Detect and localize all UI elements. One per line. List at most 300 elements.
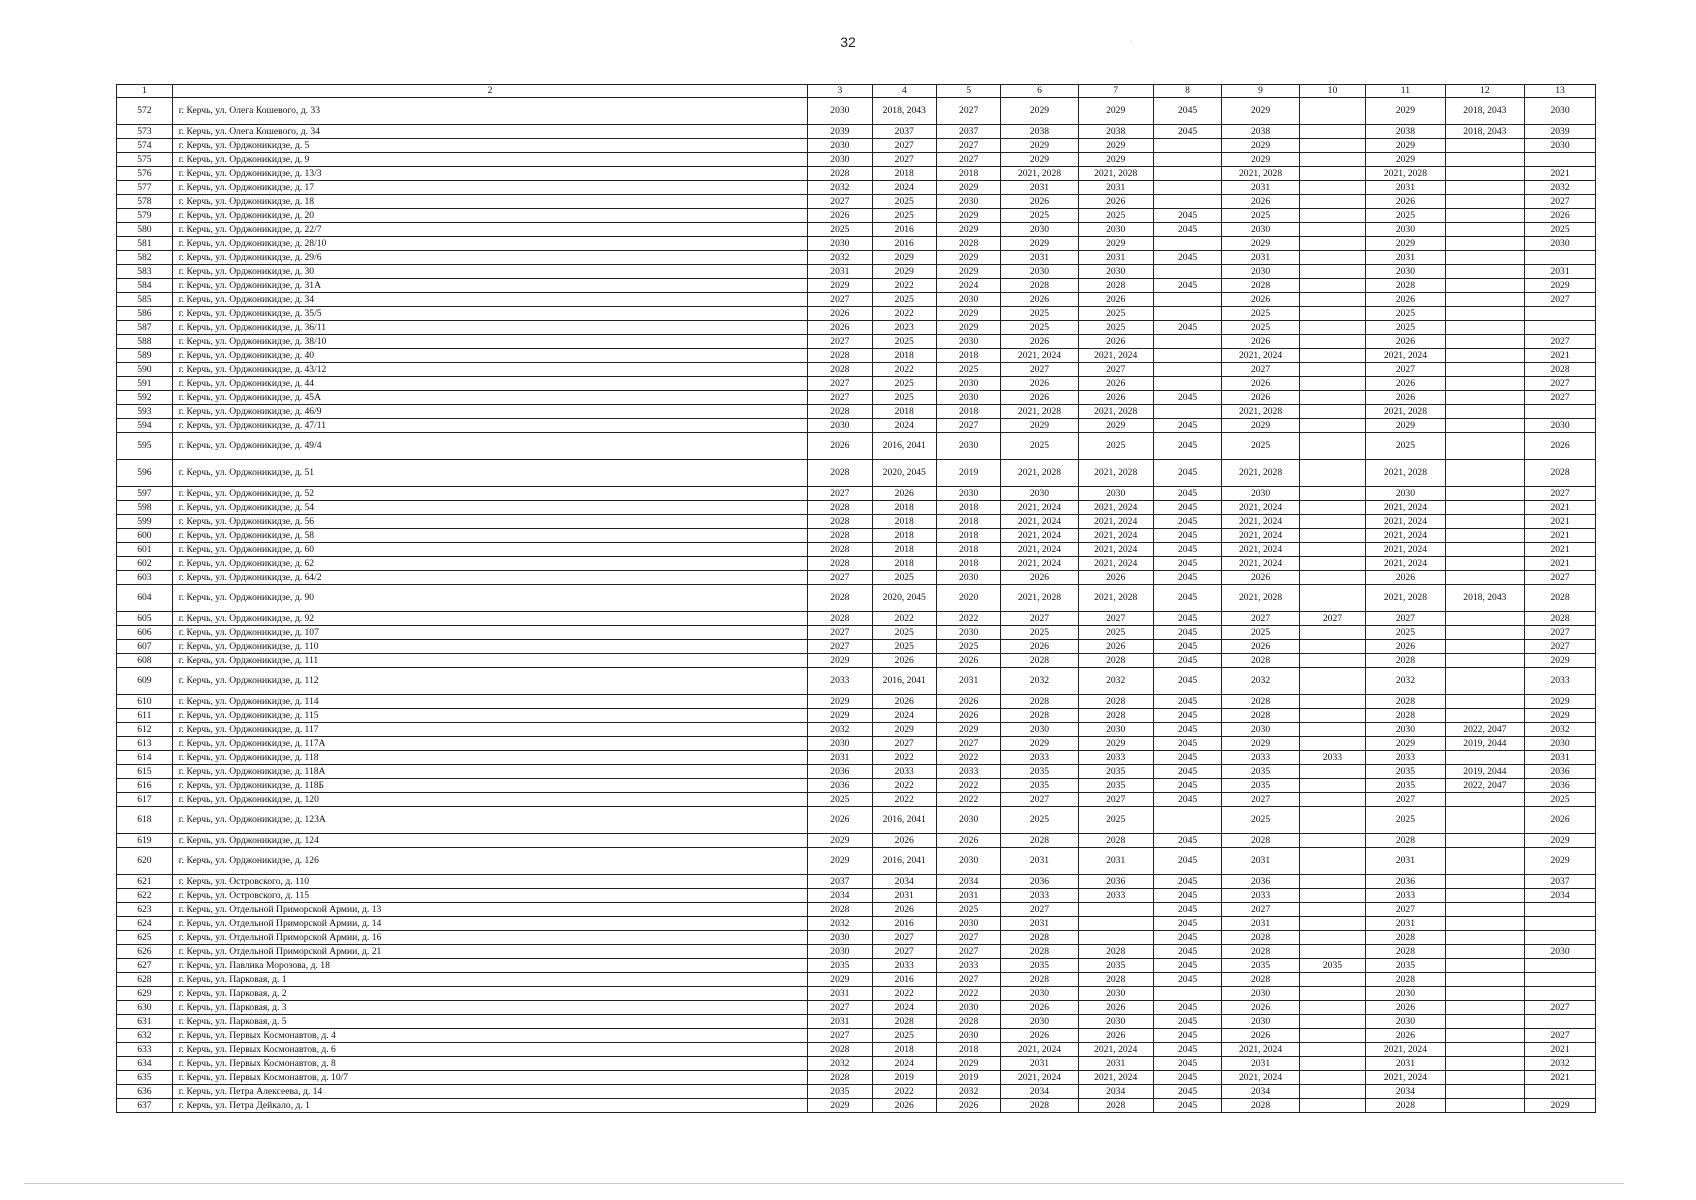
- year-cell: 2033: [1366, 751, 1445, 765]
- year-cell: 2026: [872, 1099, 936, 1113]
- year-cell: 2026: [1222, 377, 1299, 391]
- year-cell: [1299, 903, 1366, 917]
- row-number-cell: 590: [117, 363, 173, 377]
- year-cell: 2034: [808, 889, 872, 903]
- year-cell: 2027: [872, 931, 936, 945]
- row-number-cell: 614: [117, 751, 173, 765]
- year-cell: 2045: [1153, 709, 1222, 723]
- year-cell: 2045: [1153, 695, 1222, 709]
- year-cell: 2031: [1366, 917, 1445, 931]
- year-cell: 2025: [1001, 433, 1078, 460]
- year-cell: 2027: [936, 98, 1000, 125]
- year-cell: 2045: [1153, 279, 1222, 293]
- year-cell: 2033: [872, 959, 936, 973]
- table-row: [117, 695, 1596, 709]
- year-cell: [1299, 848, 1366, 875]
- year-cell: [1153, 265, 1222, 279]
- year-cell: [1445, 153, 1524, 167]
- year-cell: 2028: [1001, 973, 1078, 987]
- year-cell: 2025: [936, 363, 1000, 377]
- year-cell: 2019, 2044: [1445, 737, 1524, 751]
- year-cell: 2030: [808, 139, 872, 153]
- year-cell: 2045: [1153, 501, 1222, 515]
- year-cell: 2028: [1078, 279, 1153, 293]
- year-cell: 2018: [936, 529, 1000, 543]
- year-cell: 2028: [808, 903, 872, 917]
- year-cell: 2024: [872, 1057, 936, 1071]
- year-cell: 2029: [1001, 737, 1078, 751]
- year-cell: 2034: [936, 875, 1000, 889]
- year-cell: 2032: [808, 723, 872, 737]
- year-cell: 2023: [872, 321, 936, 335]
- year-cell: [1299, 167, 1366, 181]
- year-cell: [1299, 875, 1366, 889]
- year-cell: 2032: [1001, 668, 1078, 695]
- year-cell: [1445, 751, 1524, 765]
- address-cell: г. Керчь, ул. Орджоникидзе, д. 126: [172, 848, 807, 875]
- year-cell: [1445, 405, 1524, 419]
- year-cell: 2045: [1153, 1043, 1222, 1057]
- year-cell: 2028: [1001, 834, 1078, 848]
- year-cell: [1299, 209, 1366, 223]
- year-cell: 2033: [1525, 668, 1596, 695]
- table-row: [117, 668, 1596, 695]
- row-number-cell: 613: [117, 737, 173, 751]
- year-cell: 2027: [872, 139, 936, 153]
- year-cell: 2035: [1078, 765, 1153, 779]
- year-cell: 2018, 2043: [1445, 585, 1524, 612]
- year-cell: 2021, 2028: [1222, 460, 1299, 487]
- address-cell: г. Керчь, ул. Олега Кошевого, д. 34: [172, 125, 807, 139]
- year-cell: 2026: [1366, 335, 1445, 349]
- year-cell: 2029: [1078, 98, 1153, 125]
- year-cell: [1299, 391, 1366, 405]
- year-cell: 2030: [808, 737, 872, 751]
- year-cell: [1445, 959, 1524, 973]
- year-cell: 2045: [1153, 529, 1222, 543]
- address-cell: г. Керчь, ул. Орджоникидзе, д. 110: [172, 640, 807, 654]
- year-cell: 2029: [936, 265, 1000, 279]
- year-cell: [1299, 668, 1366, 695]
- year-cell: 2028: [1525, 585, 1596, 612]
- year-cell: 2045: [1153, 765, 1222, 779]
- year-cell: 2026: [1001, 1001, 1078, 1015]
- year-cell: 2025: [1001, 807, 1078, 834]
- row-number-cell: 611: [117, 709, 173, 723]
- year-cell: 2022: [936, 751, 1000, 765]
- year-cell: 2018: [936, 515, 1000, 529]
- table-row: [117, 195, 1596, 209]
- year-cell: 2027: [1222, 793, 1299, 807]
- table-row: [117, 543, 1596, 557]
- year-cell: [1153, 181, 1222, 195]
- year-cell: 2025: [872, 626, 936, 640]
- year-cell: 2026: [936, 834, 1000, 848]
- year-cell: 2025: [872, 209, 936, 223]
- year-cell: [1299, 889, 1366, 903]
- year-cell: 2029: [936, 723, 1000, 737]
- year-cell: 2027: [1078, 363, 1153, 377]
- address-cell: г. Керчь, ул. Петра Дейкало, д. 1: [172, 1099, 807, 1113]
- row-number-cell: 576: [117, 167, 173, 181]
- year-cell: 2034: [1078, 1085, 1153, 1099]
- year-cell: 2045: [1153, 917, 1222, 931]
- year-cell: 2025: [1078, 626, 1153, 640]
- table-row: [117, 1057, 1596, 1071]
- year-cell: 2030: [1366, 987, 1445, 1001]
- year-cell: 2028: [1366, 931, 1445, 945]
- year-cell: 2021, 2024: [1001, 1071, 1078, 1085]
- year-cell: 2025: [1366, 321, 1445, 335]
- year-cell: 2029: [1222, 737, 1299, 751]
- year-cell: 2021, 2028: [1001, 167, 1078, 181]
- year-cell: 2027: [1366, 363, 1445, 377]
- year-cell: 2031: [808, 987, 872, 1001]
- year-cell: 2031: [1001, 848, 1078, 875]
- year-cell: 2027: [1222, 903, 1299, 917]
- year-cell: 2035: [1299, 959, 1366, 973]
- year-cell: 2025: [872, 293, 936, 307]
- year-cell: [1299, 543, 1366, 557]
- year-cell: 2028: [1001, 695, 1078, 709]
- year-cell: 2045: [1153, 98, 1222, 125]
- year-cell: 2038: [1366, 125, 1445, 139]
- year-cell: 2034: [1525, 889, 1596, 903]
- year-cell: 2026: [1001, 377, 1078, 391]
- year-cell: [1445, 571, 1524, 585]
- year-cell: [1445, 501, 1524, 515]
- year-cell: 2026: [1366, 195, 1445, 209]
- year-cell: [1299, 195, 1366, 209]
- year-cell: 2029: [808, 695, 872, 709]
- table-row: [117, 848, 1596, 875]
- year-cell: 2030: [1001, 223, 1078, 237]
- year-cell: 2022: [936, 987, 1000, 1001]
- year-cell: 2026: [1078, 571, 1153, 585]
- year-cell: 2029: [1001, 237, 1078, 251]
- year-cell: 2045: [1153, 973, 1222, 987]
- table-row: [117, 793, 1596, 807]
- address-cell: г. Керчь, ул. Отдельной Приморской Армии, д. 13: [172, 903, 807, 917]
- year-cell: 2028: [872, 1015, 936, 1029]
- row-number-cell: 596: [117, 460, 173, 487]
- year-cell: 2029: [1222, 237, 1299, 251]
- year-cell: [1299, 779, 1366, 793]
- year-cell: 2045: [1153, 875, 1222, 889]
- year-cell: 2029: [808, 834, 872, 848]
- year-cell: [1445, 237, 1524, 251]
- year-cell: 2021, 2024: [1078, 529, 1153, 543]
- table-row: [117, 391, 1596, 405]
- year-cell: [1445, 695, 1524, 709]
- year-cell: 2028: [1078, 654, 1153, 668]
- column-number-header: 5: [936, 85, 1000, 98]
- year-cell: 2018: [872, 405, 936, 419]
- address-cell: г. Керчь, ул. Орджоникидзе, д. 22/7: [172, 223, 807, 237]
- year-cell: 2027: [1078, 793, 1153, 807]
- year-cell: 2029: [936, 209, 1000, 223]
- year-cell: 2026: [872, 834, 936, 848]
- year-cell: 2028: [1222, 931, 1299, 945]
- year-cell: [1445, 460, 1524, 487]
- year-cell: 2027: [1525, 195, 1596, 209]
- year-cell: 2026: [1078, 391, 1153, 405]
- year-cell: 2045: [1153, 654, 1222, 668]
- year-cell: 2031: [1078, 251, 1153, 265]
- year-cell: 2026: [1366, 571, 1445, 585]
- year-cell: 2028: [1366, 1099, 1445, 1113]
- year-cell: 2038: [1001, 125, 1078, 139]
- year-cell: 2019: [936, 1071, 1000, 1085]
- year-cell: [1445, 668, 1524, 695]
- year-cell: 2028: [1366, 279, 1445, 293]
- year-cell: 2022: [872, 987, 936, 1001]
- year-cell: 2045: [1153, 557, 1222, 571]
- address-cell: г. Керчь, ул. Орджоникидзе, д. 107: [172, 626, 807, 640]
- year-cell: 2029: [1222, 98, 1299, 125]
- year-cell: 2021, 2024: [1222, 501, 1299, 515]
- year-cell: 2032: [808, 251, 872, 265]
- year-cell: 2021, 2024: [1001, 515, 1078, 529]
- year-cell: 2045: [1153, 1085, 1222, 1099]
- year-cell: 2030: [1366, 1015, 1445, 1029]
- year-cell: 2045: [1153, 543, 1222, 557]
- year-cell: 2045: [1153, 515, 1222, 529]
- row-number-cell: 593: [117, 405, 173, 419]
- year-cell: [1299, 515, 1366, 529]
- year-cell: [1153, 335, 1222, 349]
- year-cell: 2034: [1222, 1085, 1299, 1099]
- year-cell: [1445, 377, 1524, 391]
- year-cell: 2027: [808, 293, 872, 307]
- year-cell: [1299, 917, 1366, 931]
- year-cell: 2031: [1366, 1057, 1445, 1071]
- year-cell: [1525, 1085, 1596, 1099]
- year-cell: 2018: [872, 501, 936, 515]
- year-cell: 2026: [1001, 335, 1078, 349]
- year-cell: 2034: [1001, 1085, 1078, 1099]
- year-cell: 2021, 2024: [1001, 349, 1078, 363]
- row-number-cell: 637: [117, 1099, 173, 1113]
- year-cell: [1445, 889, 1524, 903]
- year-cell: 2026: [1366, 1029, 1445, 1043]
- table-row: [117, 640, 1596, 654]
- year-cell: [1525, 987, 1596, 1001]
- year-cell: 2027: [1525, 640, 1596, 654]
- address-cell: г. Керчь, ул. Орджоникидзе, д. 114: [172, 695, 807, 709]
- year-cell: 2020: [936, 585, 1000, 612]
- year-cell: 2029: [1078, 237, 1153, 251]
- year-cell: 2045: [1153, 223, 1222, 237]
- year-cell: [1299, 1001, 1366, 1015]
- year-cell: 2026: [1525, 209, 1596, 223]
- address-cell: г. Керчь, ул. Отдельной Приморской Армии, д. 21: [172, 945, 807, 959]
- year-cell: [1299, 125, 1366, 139]
- year-cell: 2026: [1366, 1001, 1445, 1015]
- year-cell: 2029: [872, 251, 936, 265]
- year-cell: [1445, 654, 1524, 668]
- year-cell: [1299, 640, 1366, 654]
- year-cell: [1078, 917, 1153, 931]
- address-cell: г. Керчь, ул. Орджоникидзе, д. 51: [172, 460, 807, 487]
- year-cell: 2027: [1299, 612, 1366, 626]
- year-cell: 2029: [936, 223, 1000, 237]
- year-cell: 2039: [808, 125, 872, 139]
- year-cell: 2025: [1078, 321, 1153, 335]
- year-cell: 2036: [1001, 875, 1078, 889]
- address-cell: г. Керчь, ул. Павлика Морозова, д. 18: [172, 959, 807, 973]
- year-cell: 2045: [1153, 1057, 1222, 1071]
- year-cell: 2027: [1222, 612, 1299, 626]
- year-cell: 2031: [1525, 265, 1596, 279]
- year-cell: 2026: [1222, 195, 1299, 209]
- year-cell: 2027: [936, 153, 1000, 167]
- year-cell: 2025: [872, 195, 936, 209]
- year-cell: 2029: [1078, 737, 1153, 751]
- year-cell: [1445, 167, 1524, 181]
- year-cell: 2029: [936, 1057, 1000, 1071]
- year-cell: 2025: [936, 640, 1000, 654]
- address-cell: г. Керчь, ул. Орджоникидзе, д. 30: [172, 265, 807, 279]
- year-cell: 2026: [872, 695, 936, 709]
- year-cell: 2022: [872, 279, 936, 293]
- year-cell: 2036: [1366, 875, 1445, 889]
- year-cell: 2030: [936, 848, 1000, 875]
- row-number-cell: 634: [117, 1057, 173, 1071]
- year-cell: 2024: [872, 181, 936, 195]
- year-cell: 2026: [936, 1099, 1000, 1113]
- table-row: [117, 987, 1596, 1001]
- address-cell: г. Керчь, ул. Орджоникидзе, д. 62: [172, 557, 807, 571]
- year-cell: [1153, 195, 1222, 209]
- year-cell: [1299, 237, 1366, 251]
- table-row: [117, 419, 1596, 433]
- year-cell: 2028: [936, 237, 1000, 251]
- year-cell: 2028: [1001, 279, 1078, 293]
- year-cell: 2026: [1525, 807, 1596, 834]
- year-cell: 2045: [1153, 251, 1222, 265]
- year-cell: [1525, 153, 1596, 167]
- year-cell: 2021, 2024: [1001, 1043, 1078, 1057]
- year-cell: 2033: [936, 765, 1000, 779]
- table-row: [117, 557, 1596, 571]
- table-row: [117, 917, 1596, 931]
- year-cell: 2021, 2024: [1366, 529, 1445, 543]
- year-cell: [1299, 419, 1366, 433]
- column-number-header: 10: [1299, 85, 1366, 98]
- year-cell: 2021, 2028: [1222, 167, 1299, 181]
- year-cell: 2026: [1078, 335, 1153, 349]
- table-row: [117, 1029, 1596, 1043]
- address-cell: г. Керчь, ул. Орджоникидзе, д. 124: [172, 834, 807, 848]
- address-cell: г. Керчь, ул. Островского, д. 115: [172, 889, 807, 903]
- year-cell: 2033: [1366, 889, 1445, 903]
- year-cell: 2027: [1222, 363, 1299, 377]
- column-number-row: [117, 85, 1596, 98]
- year-cell: 2031: [1001, 1057, 1078, 1071]
- year-cell: [1299, 793, 1366, 807]
- year-cell: 2045: [1153, 391, 1222, 405]
- year-cell: [1299, 1071, 1366, 1085]
- year-cell: 2026: [808, 321, 872, 335]
- year-cell: 2021: [1525, 557, 1596, 571]
- year-cell: 2028: [808, 405, 872, 419]
- year-cell: 2031: [1525, 751, 1596, 765]
- year-cell: [1299, 460, 1366, 487]
- year-cell: 2029: [808, 973, 872, 987]
- address-cell: г. Керчь, ул. Орджоникидзе, д. 36/11: [172, 321, 807, 335]
- year-cell: 2021, 2024: [1078, 543, 1153, 557]
- row-number-cell: 618: [117, 807, 173, 834]
- year-cell: 2027: [872, 153, 936, 167]
- year-cell: [1445, 195, 1524, 209]
- year-cell: 2021: [1525, 349, 1596, 363]
- year-cell: [1445, 626, 1524, 640]
- year-cell: 2027: [808, 195, 872, 209]
- year-cell: 2018: [872, 167, 936, 181]
- table-row: [117, 654, 1596, 668]
- year-cell: 2027: [936, 973, 1000, 987]
- year-cell: 2021, 2028: [1001, 585, 1078, 612]
- table-row: [117, 931, 1596, 945]
- address-cell: г. Керчь, ул. Орджоникидзе, д. 28/10: [172, 237, 807, 251]
- year-cell: 2033: [808, 668, 872, 695]
- year-cell: 2028: [1078, 945, 1153, 959]
- year-cell: 2036: [1525, 765, 1596, 779]
- address-cell: г. Керчь, ул. Орджоникидзе, д. 34: [172, 293, 807, 307]
- year-cell: 2032: [808, 917, 872, 931]
- year-cell: 2030: [1001, 987, 1078, 1001]
- year-cell: 2021, 2024: [1366, 1043, 1445, 1057]
- address-cell: г. Керчь, ул. Орджоникидзе, д. 123А: [172, 807, 807, 834]
- year-cell: [1299, 723, 1366, 737]
- row-number-cell: 575: [117, 153, 173, 167]
- year-cell: 2027: [872, 737, 936, 751]
- row-number-cell: 589: [117, 349, 173, 363]
- year-cell: [1299, 1029, 1366, 1043]
- year-cell: 2027: [1366, 793, 1445, 807]
- year-cell: 2045: [1153, 125, 1222, 139]
- table-row: [117, 889, 1596, 903]
- year-cell: 2025: [872, 571, 936, 585]
- year-cell: 2018: [936, 349, 1000, 363]
- year-cell: [1525, 251, 1596, 265]
- year-cell: [1445, 1043, 1524, 1057]
- year-cell: 2030: [936, 1001, 1000, 1015]
- year-cell: 2030: [1078, 223, 1153, 237]
- year-cell: 2024: [872, 709, 936, 723]
- row-number-cell: 577: [117, 181, 173, 195]
- year-cell: 2021: [1525, 167, 1596, 181]
- year-cell: 2037: [808, 875, 872, 889]
- year-cell: 2030: [808, 98, 872, 125]
- year-cell: 2032: [1525, 723, 1596, 737]
- row-number-cell: 599: [117, 515, 173, 529]
- year-cell: 2045: [1153, 433, 1222, 460]
- table-row: [117, 765, 1596, 779]
- year-cell: [1445, 848, 1524, 875]
- year-cell: 2021, 2024: [1078, 1043, 1153, 1057]
- row-number-cell: 572: [117, 98, 173, 125]
- year-cell: 2029: [1366, 737, 1445, 751]
- year-cell: 2026: [1078, 640, 1153, 654]
- row-number-cell: 602: [117, 557, 173, 571]
- year-cell: 2029: [1078, 419, 1153, 433]
- year-cell: 2027: [936, 931, 1000, 945]
- row-number-cell: 601: [117, 543, 173, 557]
- year-cell: 2021, 2024: [1078, 501, 1153, 515]
- year-cell: 2028: [808, 167, 872, 181]
